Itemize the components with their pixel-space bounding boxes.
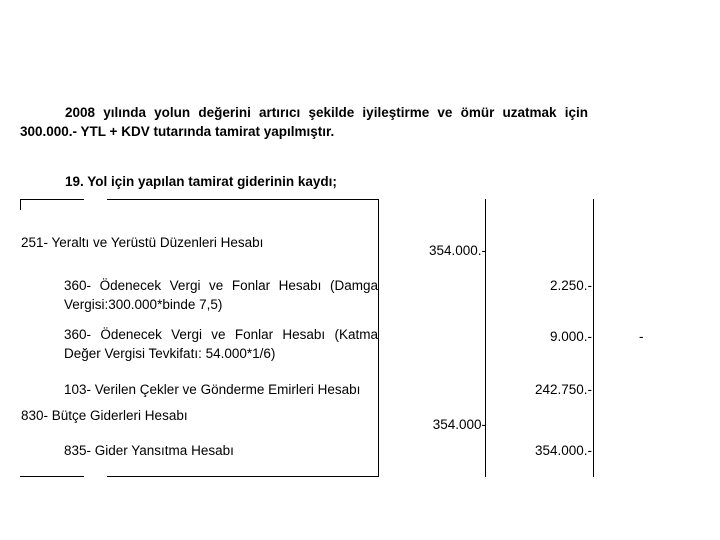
entry-account-251: 251- Yeraltı ve Yerüstü Düzenleri Hesabı	[21, 235, 264, 250]
entry-credit-835: 354.000.-	[534, 443, 592, 458]
frame-top-left	[20, 199, 84, 200]
entry-credit-360-kdv: 9.000.-	[549, 329, 592, 344]
entry-heading: 19. Yol için yapılan tamirat giderinin kaydı;	[65, 174, 337, 189]
entry-account-830: 830- Bütçe Giderleri Hesabı	[21, 408, 188, 423]
entry-credit-360-damga: 2.250.-	[549, 278, 592, 293]
frame-top-right	[107, 199, 378, 200]
entry-account-835: 835- Gider Yansıtma Hesabı	[64, 443, 234, 458]
frame-right	[378, 199, 379, 477]
entry-account-360-kdv: 360- Ödenecek Vergi ve Fonlar Hesabı (Katma Değer Vergisi Tevkifatı: 54.000*1/6)	[64, 327, 378, 361]
frame-left	[20, 199, 21, 210]
entry-debit-251: 354.000.-	[428, 243, 486, 258]
intro-paragraph: 2008 yılında yolun değerini artırıcı şekilde iyileştirme ve ömür uzatmak için 300.000.- YTL + KDV tutarında tamirat yapılmıştır.	[20, 105, 588, 139]
entry-debit-830: 354.000-	[432, 417, 486, 432]
entry-credit-103: 242.750.-	[534, 382, 592, 397]
entry-extra-dash: -	[639, 329, 644, 344]
frame-bottom-right	[107, 476, 378, 477]
frame-bottom-left	[20, 476, 84, 477]
entry-account-360-damga: 360- Ödenecek Vergi ve Fonlar Hesabı (Damga Vergisi:300.000*binde 7,5)	[64, 278, 378, 312]
entry-account-103: 103- Verilen Çekler ve Gönderme Emirleri Hesabı	[64, 382, 361, 397]
column-divider-credit	[593, 199, 594, 477]
